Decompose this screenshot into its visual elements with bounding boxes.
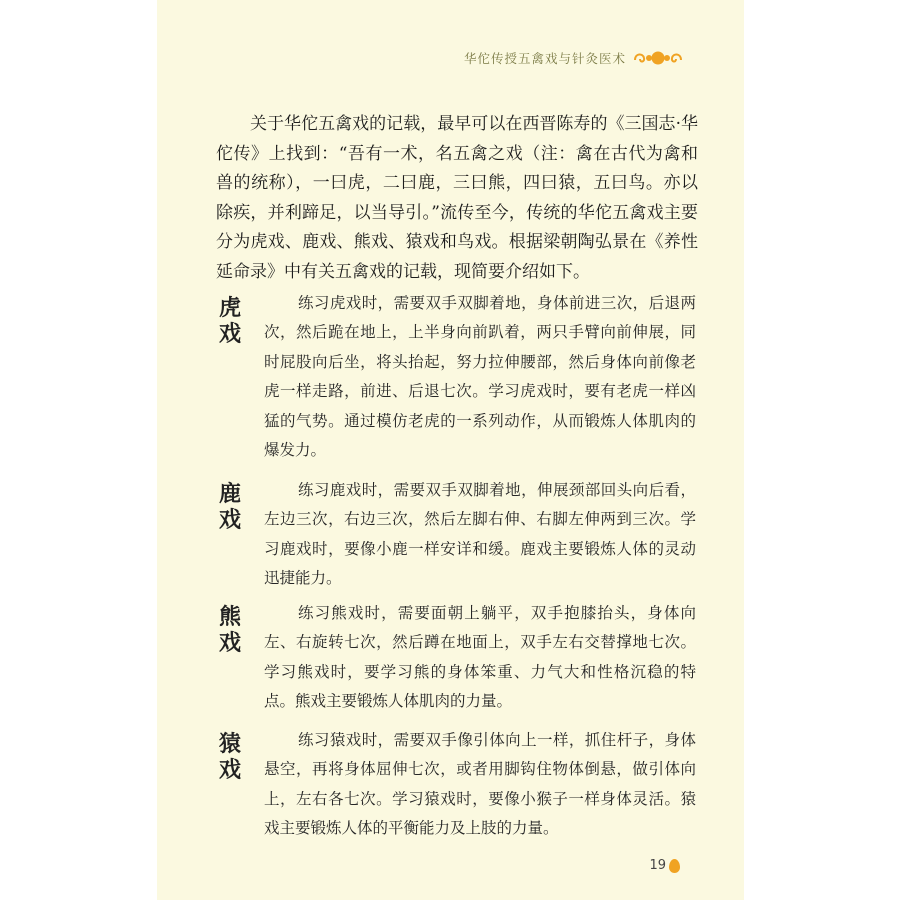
- section-title-bear: 熊戏: [218, 604, 241, 656]
- book-page: [157, 0, 744, 900]
- section-body-ape: 练习猿戏时，需要双手像引体向上一样，抓住杆子，身体悬空，再将身体屈伸七次，或者用脚钩住物体倒悬，做引体向上，左右各七次。学习猿戏时，要像小猴子一样身体灵活。猿戏主要锻炼人体的平衡能力及上肢的力量。: [264, 731, 696, 838]
- section-title-ape: 猿戏: [218, 731, 241, 783]
- drop-ornament-icon: [669, 859, 680, 873]
- cloud-ornament-icon: [632, 48, 684, 68]
- section-body-deer: 练习鹿戏时，需要双手双脚着地，伸展颈部回头向后看，左边三次，右边三次，然后左脚右伸、右脚左伸两到三次。学习鹿戏时，要像小鹿一样安详和缓。鹿戏主要锻炼人体的灵动迅捷能力。: [264, 481, 696, 588]
- section-body-bear: 练习熊戏时，需要面朝上躺平，双手抱膝抬头，身体向左、右旋转七次，然后蹲在地面上，双手左右交替撑地七次。学习熊戏时，要学习熊的身体笨重、力气大和性格沉稳的特点。熊戏主要锻炼人体肌肉的力量。: [264, 604, 696, 711]
- section-title-tiger: 虎戏: [218, 295, 241, 347]
- page-number-label: 19: [649, 858, 666, 873]
- running-head-title: 华佗传授五禽戏与针灸医术: [463, 51, 626, 66]
- page-number: [649, 858, 680, 873]
- section-body-tiger: 练习虎戏时，需要双手双脚着地，身体前进三次，后退两次，然后跪在地上，上半身向前趴着，两只手臂向前伸展，同时屁股向后坐，将头抬起，努力拉伸腰部，然后身体向前像老虎一样走路，前进、后退七次。学习虎戏时，要有老虎一样凶猛的气势。通过模仿老虎的一系列动作，从而锻炼人体肌肉的爆发力。: [264, 294, 696, 460]
- intro-paragraph: 关于华佗五禽戏的记载，最早可以在西晋陈寿的《三国志·华佗传》上找到：“吾有一术，名五禽之戏（注：禽在古代为禽和兽的统称），一曰虎，二曰鹿，三曰熊，四曰猿，五曰鸟。亦以除疾，并利蹄足，以当导引。”流传至今，传统的华佗五禽戏主要分为虎戏、鹿戏、熊戏、猿戏和鸟戏。根据梁朝陶弘景在《养性延命录》中有关五禽戏的记载，现简要介绍如下。: [216, 114, 698, 282]
- running-head: [464, 48, 684, 68]
- section-title-deer: 鹿戏: [218, 481, 241, 533]
